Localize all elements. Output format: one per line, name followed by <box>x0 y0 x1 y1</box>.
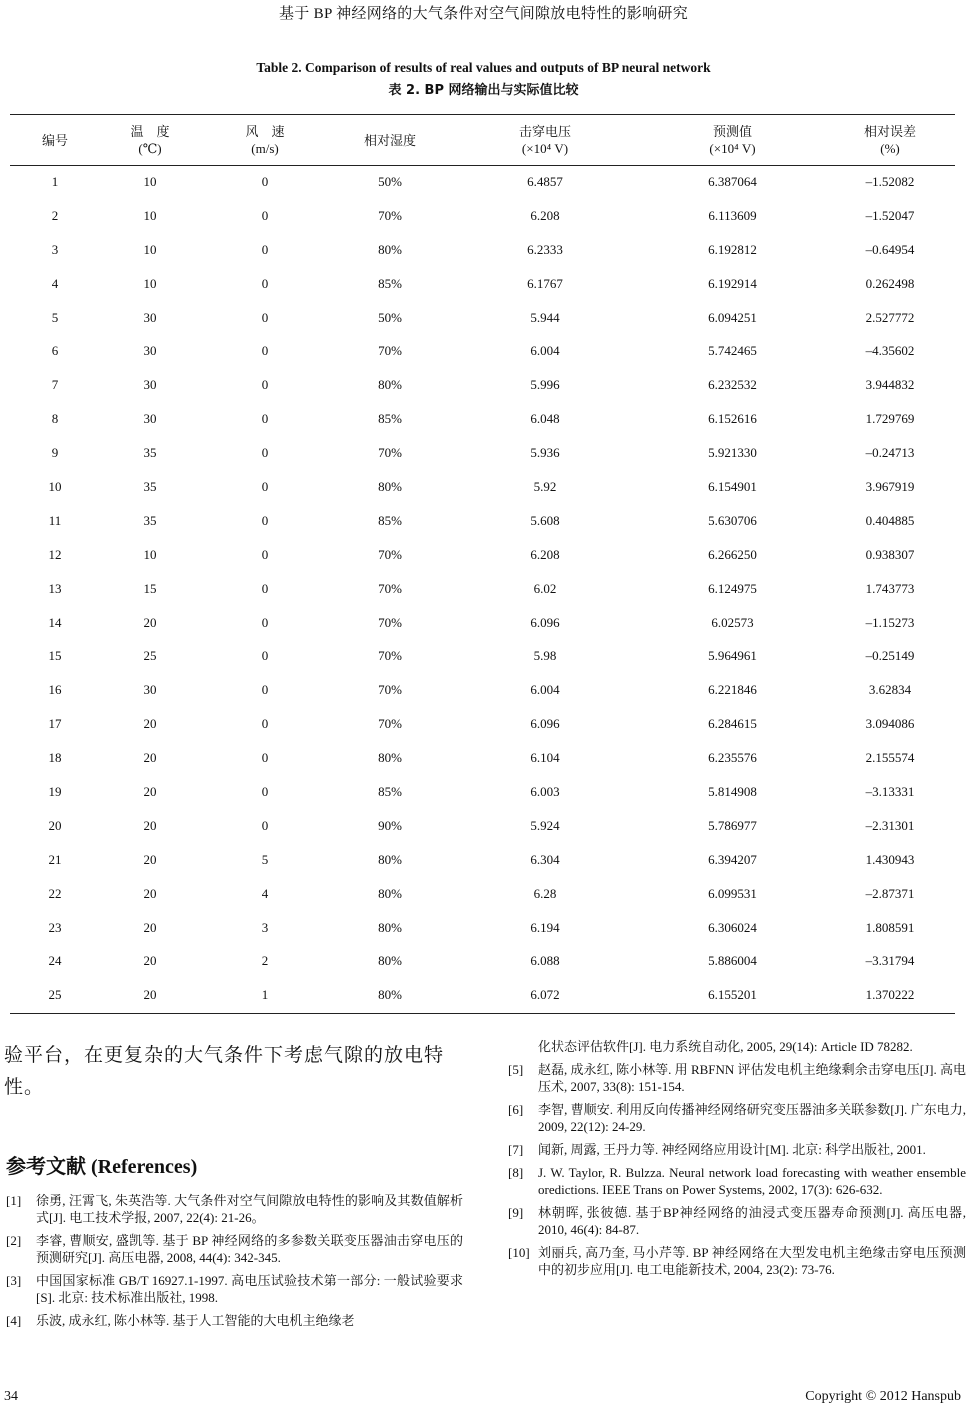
table-cell: 6.072 <box>530 987 560 1003</box>
table-cell: 2.155574 <box>865 750 915 766</box>
table-cell: 5.92 <box>533 478 557 494</box>
table-cell: 6.02573 <box>711 614 754 630</box>
table-cell: 70% <box>378 445 402 461</box>
reference-item <box>508 1164 966 1198</box>
table-row <box>10 978 955 1012</box>
table-cell: –0.25149 <box>865 648 915 664</box>
table-cell: 35 <box>143 445 157 461</box>
table-cell: 0.262498 <box>865 275 915 291</box>
table-row <box>10 843 955 877</box>
table-cell: 0 <box>261 343 269 359</box>
column-header: 相对湿度 <box>363 132 416 148</box>
reference-text: J. W. Taylor, R. Bulzza. Neural network load forecasting with weather ensemble oredictions. IEEE Trans on Power Systems, 2002, 17(3): 626-632. <box>538 1165 966 1197</box>
table-cell: –1.52082 <box>865 173 915 189</box>
reference-item <box>6 1312 463 1329</box>
table-cell: 5.742465 <box>708 343 757 359</box>
table-cell: 6.096 <box>530 716 560 732</box>
table-cell: 1 <box>261 987 269 1003</box>
references-heading: 参考文献 (References) <box>6 1156 198 1178</box>
table-cell: 20 <box>143 716 157 732</box>
table-cell: 6.284615 <box>708 716 757 732</box>
table-cell: 0 <box>261 614 269 630</box>
table-cell: 6.154901 <box>708 478 757 494</box>
table-cell: 17 <box>48 716 62 732</box>
table-cell: 50% <box>378 309 402 325</box>
reference-number: [8] <box>508 1165 524 1180</box>
table-cell: 6.094251 <box>708 309 757 325</box>
reference-text: 李睿, 曹顺安, 盛凯等. 基于 BP 神经网络的多参数关联变压器油击穿电压的预测研究[J]. 高压电器, 2008, 44(4): 342-345. <box>36 1233 463 1265</box>
table-cell: 0 <box>261 783 269 799</box>
table-cell: 85% <box>378 512 402 528</box>
table-cell: 0 <box>261 173 269 189</box>
reference-text: 赵磊, 成永红, 陈小林等. 用 RBFNN 评估发电机主绝缘剩余击穿电压[J]. 高电压术, 2007, 33(8): 151-154. <box>538 1062 966 1094</box>
table-row <box>10 572 955 606</box>
table-cell: 25 <box>48 987 62 1003</box>
table-cell: 6 <box>51 343 59 359</box>
table-cell: 18 <box>48 750 62 766</box>
table-row <box>10 504 955 538</box>
table-cell: 85% <box>378 411 402 427</box>
table-cell: 21 <box>48 851 62 867</box>
table-cell: 2 <box>51 207 59 223</box>
reference-number: [4] <box>6 1313 22 1328</box>
table-cell: 5 <box>261 851 269 867</box>
table-cell: 25 <box>143 648 157 664</box>
table-cell: 80% <box>378 377 402 393</box>
table-header-row <box>10 115 955 165</box>
table-cell: 5.964961 <box>708 648 757 664</box>
table-cell: –1.15273 <box>865 614 915 630</box>
table-cell: 5.608 <box>530 512 560 528</box>
table-cell: 6.304 <box>530 851 560 867</box>
table-cell: 6.4857 <box>527 173 563 189</box>
table-cell: 3.967919 <box>865 478 915 494</box>
table-cell: 0 <box>261 817 269 833</box>
table-cell: 85% <box>378 783 402 799</box>
reference-item <box>6 1192 463 1226</box>
table-cell: 0 <box>261 512 269 528</box>
table-cell: 8 <box>51 411 59 427</box>
table-cell: 6.004 <box>530 682 560 698</box>
table-cell: 0 <box>261 478 269 494</box>
table-cell: 90% <box>378 817 402 833</box>
table-cell: 3 <box>51 241 59 257</box>
table-cell: 20 <box>143 614 157 630</box>
table-cell: 5 <box>51 309 59 325</box>
table-cell: 1.430943 <box>865 851 915 867</box>
table-row <box>10 165 955 199</box>
table-cell: 70% <box>378 207 402 223</box>
table-cell: 20 <box>143 953 157 969</box>
table-cell: 0 <box>261 648 269 664</box>
table-cell: 6.003 <box>530 783 560 799</box>
table-cell: 5.98 <box>533 648 557 664</box>
table-cell: 6.152616 <box>708 411 757 427</box>
table-cell: 11 <box>48 512 62 528</box>
reference-number: [3] <box>6 1273 22 1288</box>
table-cell: 0.404885 <box>865 512 915 528</box>
table-cell: 0 <box>261 411 269 427</box>
table-cell: 70% <box>378 546 402 562</box>
table-row <box>10 538 955 572</box>
table-row <box>10 911 955 945</box>
reference-item <box>508 1101 966 1135</box>
table-cell: 1.743773 <box>865 580 915 596</box>
table-cell: 70% <box>378 716 402 732</box>
column-header: 编号 <box>41 132 68 148</box>
table-cell: 30 <box>143 377 157 393</box>
table-cell: 30 <box>143 343 157 359</box>
table-cell: 35 <box>143 512 157 528</box>
table-cell: 2.527772 <box>865 309 915 325</box>
table-cell: –3.31794 <box>865 953 915 969</box>
table-row <box>10 775 955 809</box>
table-cell: 5.936 <box>530 445 560 461</box>
table-cell: 24 <box>48 953 62 969</box>
table-row <box>10 673 955 707</box>
table-cell: 19 <box>48 783 62 799</box>
table-cell: 6.096 <box>530 614 560 630</box>
table-cell: 0 <box>261 750 269 766</box>
table-cell: 6.235576 <box>708 750 757 766</box>
reference-text: 林朝晖, 张彼德. 基于BP神经网络的油浸式变压器寿命预测[J]. 高压电器, 2010, 46(4): 84-87. <box>538 1205 966 1237</box>
table-cell: 70% <box>378 682 402 698</box>
column-header: 温 度 (℃) <box>130 124 170 156</box>
table-cell: 10 <box>48 478 62 494</box>
reference-item <box>508 1244 966 1278</box>
table-cell: 3.62834 <box>868 682 912 698</box>
table-cell: –3.13331 <box>865 783 915 799</box>
table-cell: 80% <box>378 987 402 1003</box>
table-cell: 80% <box>378 241 402 257</box>
table-cell: 1.729769 <box>865 411 915 427</box>
table-cell: 5.886004 <box>708 953 757 969</box>
table-cell: 70% <box>378 580 402 596</box>
table-cell: –0.24713 <box>865 445 915 461</box>
table-cell: –2.31301 <box>865 817 915 833</box>
page-number: 34 <box>4 1389 18 1404</box>
table-cell: 6.394207 <box>708 851 757 867</box>
table-cell: 10 <box>143 207 157 223</box>
table-cell: 80% <box>378 919 402 935</box>
table-row <box>10 639 955 673</box>
table-cell: 0 <box>261 275 269 291</box>
results-table <box>10 115 955 1012</box>
table-cell: 6.192812 <box>708 241 757 257</box>
table-cell: 6.221846 <box>708 682 757 698</box>
table-row <box>10 606 955 640</box>
table-cell: 0 <box>261 309 269 325</box>
table-cell: 0 <box>261 682 269 698</box>
table-cell: 6.155201 <box>708 987 757 1003</box>
paragraph-line: 验平台，在更复杂的大气条件下考虑气隙的放电特 <box>4 1045 445 1066</box>
table-cell: 1 <box>51 173 59 189</box>
reference-item <box>508 1038 966 1055</box>
table-caption-zh: 表 2. BP 网络输出与实际值比较 <box>388 83 579 98</box>
table-cell: 10 <box>143 275 157 291</box>
table-cell: 6.232532 <box>708 377 757 393</box>
reference-item <box>6 1272 463 1306</box>
reference-text: 乐波, 成永红, 陈小林等. 基于人工智能的大电机主绝缘老 <box>36 1313 355 1328</box>
reference-item <box>6 1232 463 1266</box>
reference-text: 徐勇, 汪霄飞, 朱英浩等. 大气条件对空气间隙放电特性的影响及其数值解析式[J]. 电工技术学报, 2007, 22(4): 21-26。 <box>36 1193 463 1225</box>
table-cell: 1.370222 <box>865 987 915 1003</box>
table-cell: 10 <box>143 546 157 562</box>
column-header: 预测值 (×10⁴ V) <box>709 124 756 156</box>
table-cell: 15 <box>48 648 62 664</box>
table-row <box>10 368 955 402</box>
table-cell: 0 <box>261 207 269 223</box>
table-cell: 6.306024 <box>708 919 757 935</box>
table-cell: –1.52047 <box>865 207 915 223</box>
table-cell: 1.808591 <box>865 919 915 935</box>
table-cell: 12 <box>48 546 62 562</box>
table-cell: 70% <box>378 614 402 630</box>
table-cell: 6.124975 <box>708 580 757 596</box>
table-row <box>10 199 955 233</box>
table-cell: 5.786977 <box>708 817 757 833</box>
table-cell: 0 <box>261 445 269 461</box>
table-row <box>10 402 955 436</box>
table-cell: 0 <box>261 716 269 732</box>
references-list-left <box>6 1192 463 1335</box>
reference-text: 化状态评估软件[J]. 电力系统自动化, 2005, 29(14): Article ID 78282. <box>538 1039 913 1054</box>
table-cell: 4 <box>51 275 59 291</box>
reference-text: 李智, 曹顺安. 利用反向传播神经网络研究变压器油多关联参数[J]. 广东电力, 2009, 22(12): 24-29. <box>538 1102 966 1134</box>
table-cell: 0.938307 <box>865 546 915 562</box>
table-cell: 20 <box>143 987 157 1003</box>
table-cell: 20 <box>48 817 62 833</box>
table-cell: 6.1767 <box>527 275 563 291</box>
table-cell: 20 <box>143 919 157 935</box>
table-cell: 20 <box>143 750 157 766</box>
table-row <box>10 233 955 267</box>
reference-number: [7] <box>508 1142 524 1157</box>
table-cell: 9 <box>51 445 59 461</box>
table-cell: 6.088 <box>530 953 560 969</box>
table-cell: 3 <box>261 919 269 935</box>
table-row <box>10 944 955 978</box>
table-cell: 6.208 <box>530 207 560 223</box>
table-cell: 6.192914 <box>708 275 757 291</box>
table-cell: 6.208 <box>530 546 560 562</box>
table-cell: 80% <box>378 953 402 969</box>
table-caption-en: Table 2. Comparison of results of real values and outputs of BP neural network <box>256 60 711 75</box>
table-cell: 6.099531 <box>708 885 757 901</box>
reference-number <box>508 1038 538 1055</box>
column-header: 风 速 (m/s) <box>245 124 285 156</box>
table-cell: 0 <box>261 377 269 393</box>
table-cell: 6.266250 <box>708 546 757 562</box>
reference-number: [9] <box>508 1205 524 1220</box>
table-cell: 6.02 <box>533 580 557 596</box>
reference-text: 中国国家标准 GB/T 16927.1-1997. 高电压试验技术第一部分: 一般试验要求[S]. 北京: 技术标准出版社, 1998. <box>36 1273 463 1305</box>
references-list-right <box>508 1038 966 1284</box>
table-cell: 70% <box>378 648 402 664</box>
table-cell: 6.387064 <box>708 173 757 189</box>
table-cell: 5.996 <box>530 377 560 393</box>
table-cell: 50% <box>378 173 402 189</box>
table-cell: 3.094086 <box>865 716 915 732</box>
reference-number: [10] <box>508 1245 530 1260</box>
table-row <box>10 470 955 504</box>
reference-item <box>508 1204 966 1238</box>
table-bottom-rule <box>10 1013 955 1014</box>
copyright-notice: Copyright © 2012 Hanspub <box>805 1389 961 1404</box>
table-row <box>10 741 955 775</box>
reference-number: [2] <box>6 1233 22 1248</box>
table-cell: –2.87371 <box>865 885 915 901</box>
table-cell: 20 <box>143 851 157 867</box>
table-cell: 30 <box>143 309 157 325</box>
table-cell: 20 <box>143 817 157 833</box>
table-cell: 30 <box>143 682 157 698</box>
table-cell: 0 <box>261 546 269 562</box>
table-cell: 6.113609 <box>708 207 757 223</box>
table-cell: 5.921330 <box>708 445 757 461</box>
reference-item <box>508 1061 966 1095</box>
table-cell: 85% <box>378 275 402 291</box>
table-cell: 80% <box>378 851 402 867</box>
table-cell: 7 <box>51 377 59 393</box>
reference-number: [5] <box>508 1062 524 1077</box>
column-header: 相对误差 (%) <box>863 124 916 156</box>
reference-text: 刘丽兵, 高乃奎, 马小芹等. BP 神经网络在大型发电机主绝缘击穿电压预测中的初步应用[J]. 电工电能新技术, 2004, 23(2): 73-76. <box>538 1245 966 1277</box>
reference-number: [6] <box>508 1102 524 1117</box>
table-cell: 20 <box>143 783 157 799</box>
table-row <box>10 436 955 470</box>
table-cell: 22 <box>48 885 62 901</box>
table-cell: 10 <box>143 241 157 257</box>
table-cell: 80% <box>378 750 402 766</box>
table-cell: 0 <box>261 580 269 596</box>
table-cell: 15 <box>143 580 157 596</box>
table-cell: 5.944 <box>530 309 560 325</box>
table-cell: 16 <box>48 682 62 698</box>
table-cell: 5.924 <box>530 817 560 833</box>
column-header: 击穿电压 (×10⁴ V) <box>518 124 571 156</box>
table-row <box>10 809 955 843</box>
table-cell: 6.2333 <box>527 241 563 257</box>
table-cell: 6.194 <box>530 919 560 935</box>
table-row <box>10 267 955 301</box>
table-cell: 4 <box>261 885 269 901</box>
table-row <box>10 877 955 911</box>
table-body <box>10 165 955 1012</box>
table-cell: –4.35602 <box>865 343 915 359</box>
table-cell: 0 <box>261 241 269 257</box>
table-row <box>10 334 955 368</box>
table-cell: 20 <box>143 885 157 901</box>
table-cell: 80% <box>378 478 402 494</box>
table-cell: 6.004 <box>530 343 560 359</box>
table-cell: 35 <box>143 478 157 494</box>
table-cell: 6.28 <box>533 885 557 901</box>
table-cell: 14 <box>48 614 62 630</box>
table-cell: 13 <box>48 580 62 596</box>
table-cell: 5.814908 <box>708 783 757 799</box>
table-cell: 10 <box>143 173 157 189</box>
table-cell: 3.944832 <box>865 377 915 393</box>
table-row <box>10 301 955 335</box>
table-cell: 80% <box>378 885 402 901</box>
reference-text: 闻新, 周露, 王丹力等. 神经网络应用设计[M]. 北京: 科学出版社, 2001. <box>538 1142 926 1157</box>
table-cell: 30 <box>143 411 157 427</box>
reference-item <box>508 1141 966 1158</box>
reference-number: [1] <box>6 1193 22 1208</box>
table-row <box>10 707 955 741</box>
table-cell: 23 <box>48 919 62 935</box>
table-cell: 6.048 <box>530 411 560 427</box>
table-cell: 70% <box>378 343 402 359</box>
table-cell: 6.104 <box>530 750 560 766</box>
running-header: 基于 BP 神经网络的大气条件对空气间隙放电特性的影响研究 <box>279 6 688 22</box>
paragraph-line: 性。 <box>4 1077 45 1098</box>
body-paragraph <box>4 1040 464 1104</box>
table-cell: 5.630706 <box>708 512 757 528</box>
table-cell: 2 <box>261 953 269 969</box>
table-cell: –0.64954 <box>865 241 915 257</box>
